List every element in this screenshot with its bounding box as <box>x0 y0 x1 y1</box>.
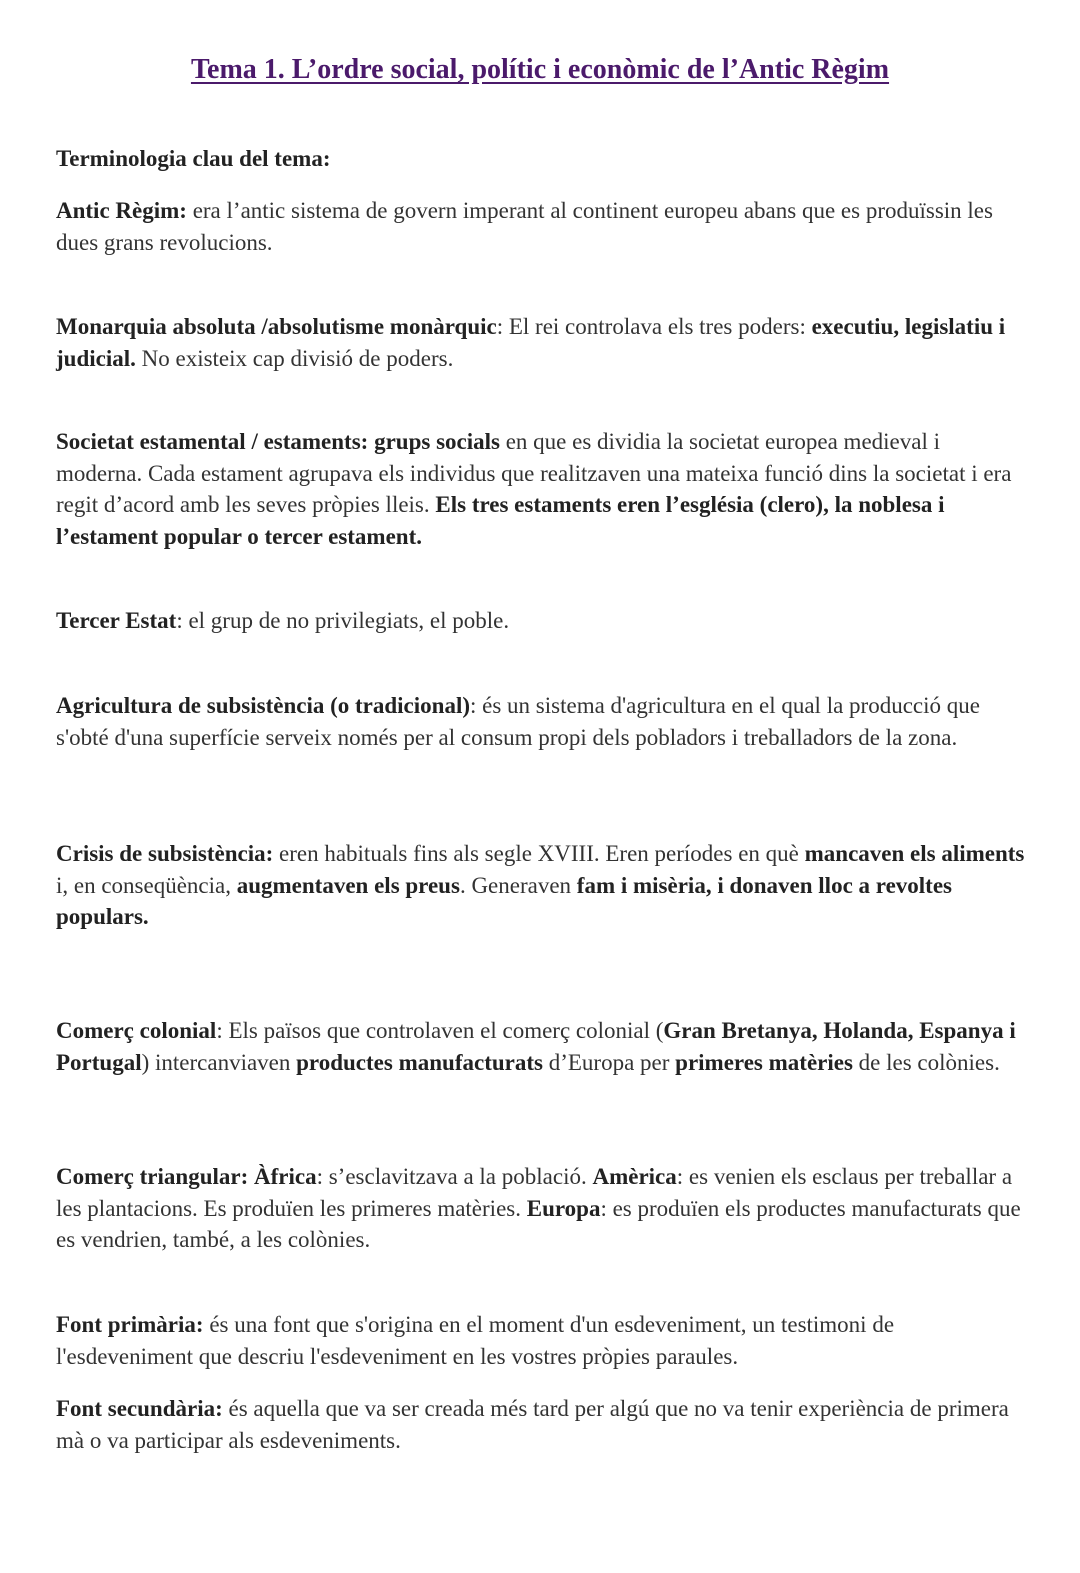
bold-text: Font secundària: <box>56 1396 223 1421</box>
text: d’Europa per <box>542 1049 676 1075</box>
text: ) intercanviaven <box>141 1049 297 1075</box>
bold-text: fam i misèria, i donaven lloc a revoltes populars. <box>56 872 952 929</box>
text: i, en conseqüència, <box>56 872 237 898</box>
text: en que es dividia la societat europea medieval i moderna. Cada estament agrupava els individus que realitzaven una mateixa funció dins la societat i era regit d’acord amb les seves pròpies lleis. <box>56 429 1012 517</box>
bold-text: Europa <box>526 1195 601 1221</box>
section-heading: Terminologia clau del tema: <box>56 146 331 171</box>
text: de les colònies. <box>852 1049 1000 1075</box>
bold-text: Els tres estaments eren l’església (clero), la noblesa i l’estament popular o tercer estament. <box>56 492 945 549</box>
text: : es produïen els productes manufacturats que es vendrien, també, a les colònies. <box>56 1195 1021 1252</box>
text: : el grup de no privilegiats, el poble. <box>176 608 510 633</box>
term-definition-monarquia-absoluta <box>56 311 1031 374</box>
bold-text: mancaven els aliments <box>804 841 1025 866</box>
term-definition-comerc-triangular <box>56 1161 1031 1256</box>
text: és aquella que va ser creada més tard per algú que no va tenir experiència de primera mà o va participar als esdeveniments. <box>56 1396 1009 1453</box>
text: . Generaven <box>459 872 577 898</box>
text: eren habituals fins als segle XVIII. Eren períodes en què <box>273 841 805 866</box>
bold-text: Monarquia absoluta /absolutisme monàrquic <box>56 314 497 339</box>
bold-text: Font primària: <box>56 1312 204 1337</box>
term-definition-crisis-subsistencia <box>56 838 1031 933</box>
bold-text: Agricultura de subsistència (o tradicional) <box>56 693 470 718</box>
bold-text: Antic Règim: <box>56 198 187 223</box>
bold-text: executiu, legislatiu i judicial. <box>56 314 1006 371</box>
text: : s’esclavitzava a la població. <box>316 1164 593 1189</box>
text: : El rei controlava els tres poders: <box>496 314 812 339</box>
term-definition-comerc-colonial <box>56 1015 1031 1078</box>
text: : es venien els esclaus per treballar a les plantacions. Es produïen les primeres matèries. <box>56 1164 1013 1221</box>
term-definition-font-secundaria <box>56 1393 1031 1456</box>
bold-text: augmentaven els preus <box>236 872 460 898</box>
term-definition-societat-estamental <box>56 426 1031 552</box>
bold-text: Comerç triangular: Àfrica <box>56 1164 317 1189</box>
term-definition-tercer-estat <box>56 605 1031 637</box>
term-definition-agricultura-subsistencia <box>56 690 1031 753</box>
page-title: Tema 1. L’ordre social, polític i econòmic de l’Antic Règim <box>190 54 890 85</box>
text: : Els països que controlaven el comerç colonial ( <box>216 1018 664 1043</box>
text: és una font que s'origina en el moment d'un esdeveniment, un testimoni de l'esdeveniment que descriu l'esdeveniment en les vostres pròpies paraules. <box>56 1312 895 1369</box>
bold-text: Amèrica <box>592 1164 677 1189</box>
bold-text: productes manufacturats <box>296 1049 543 1075</box>
bold-text: Societat estamental / estaments: grups socials <box>56 429 500 454</box>
bold-text: Comerç colonial <box>56 1018 217 1043</box>
bold-text: Tercer Estat <box>56 608 177 633</box>
text: No existeix cap divisió de poders. <box>135 345 454 371</box>
text: : és un sistema d'agricultura en el qual la producció que s'obté d'una superfície serveix només per al consum propi dels pobladors i treballadors de la zona. <box>56 693 980 750</box>
bold-text: Gran Bretanya, Holanda, Espanya i Portugal <box>56 1018 1016 1075</box>
term-definition-antic-regim <box>56 195 1031 258</box>
text: era l’antic sistema de govern imperant al continent europeu abans que es produïssin les dues grans revolucions. <box>56 198 993 255</box>
bold-text: Crisis de subsistència: <box>56 841 274 866</box>
bold-text: primeres matèries <box>675 1049 853 1075</box>
term-definition-font-primaria <box>56 1309 1031 1372</box>
